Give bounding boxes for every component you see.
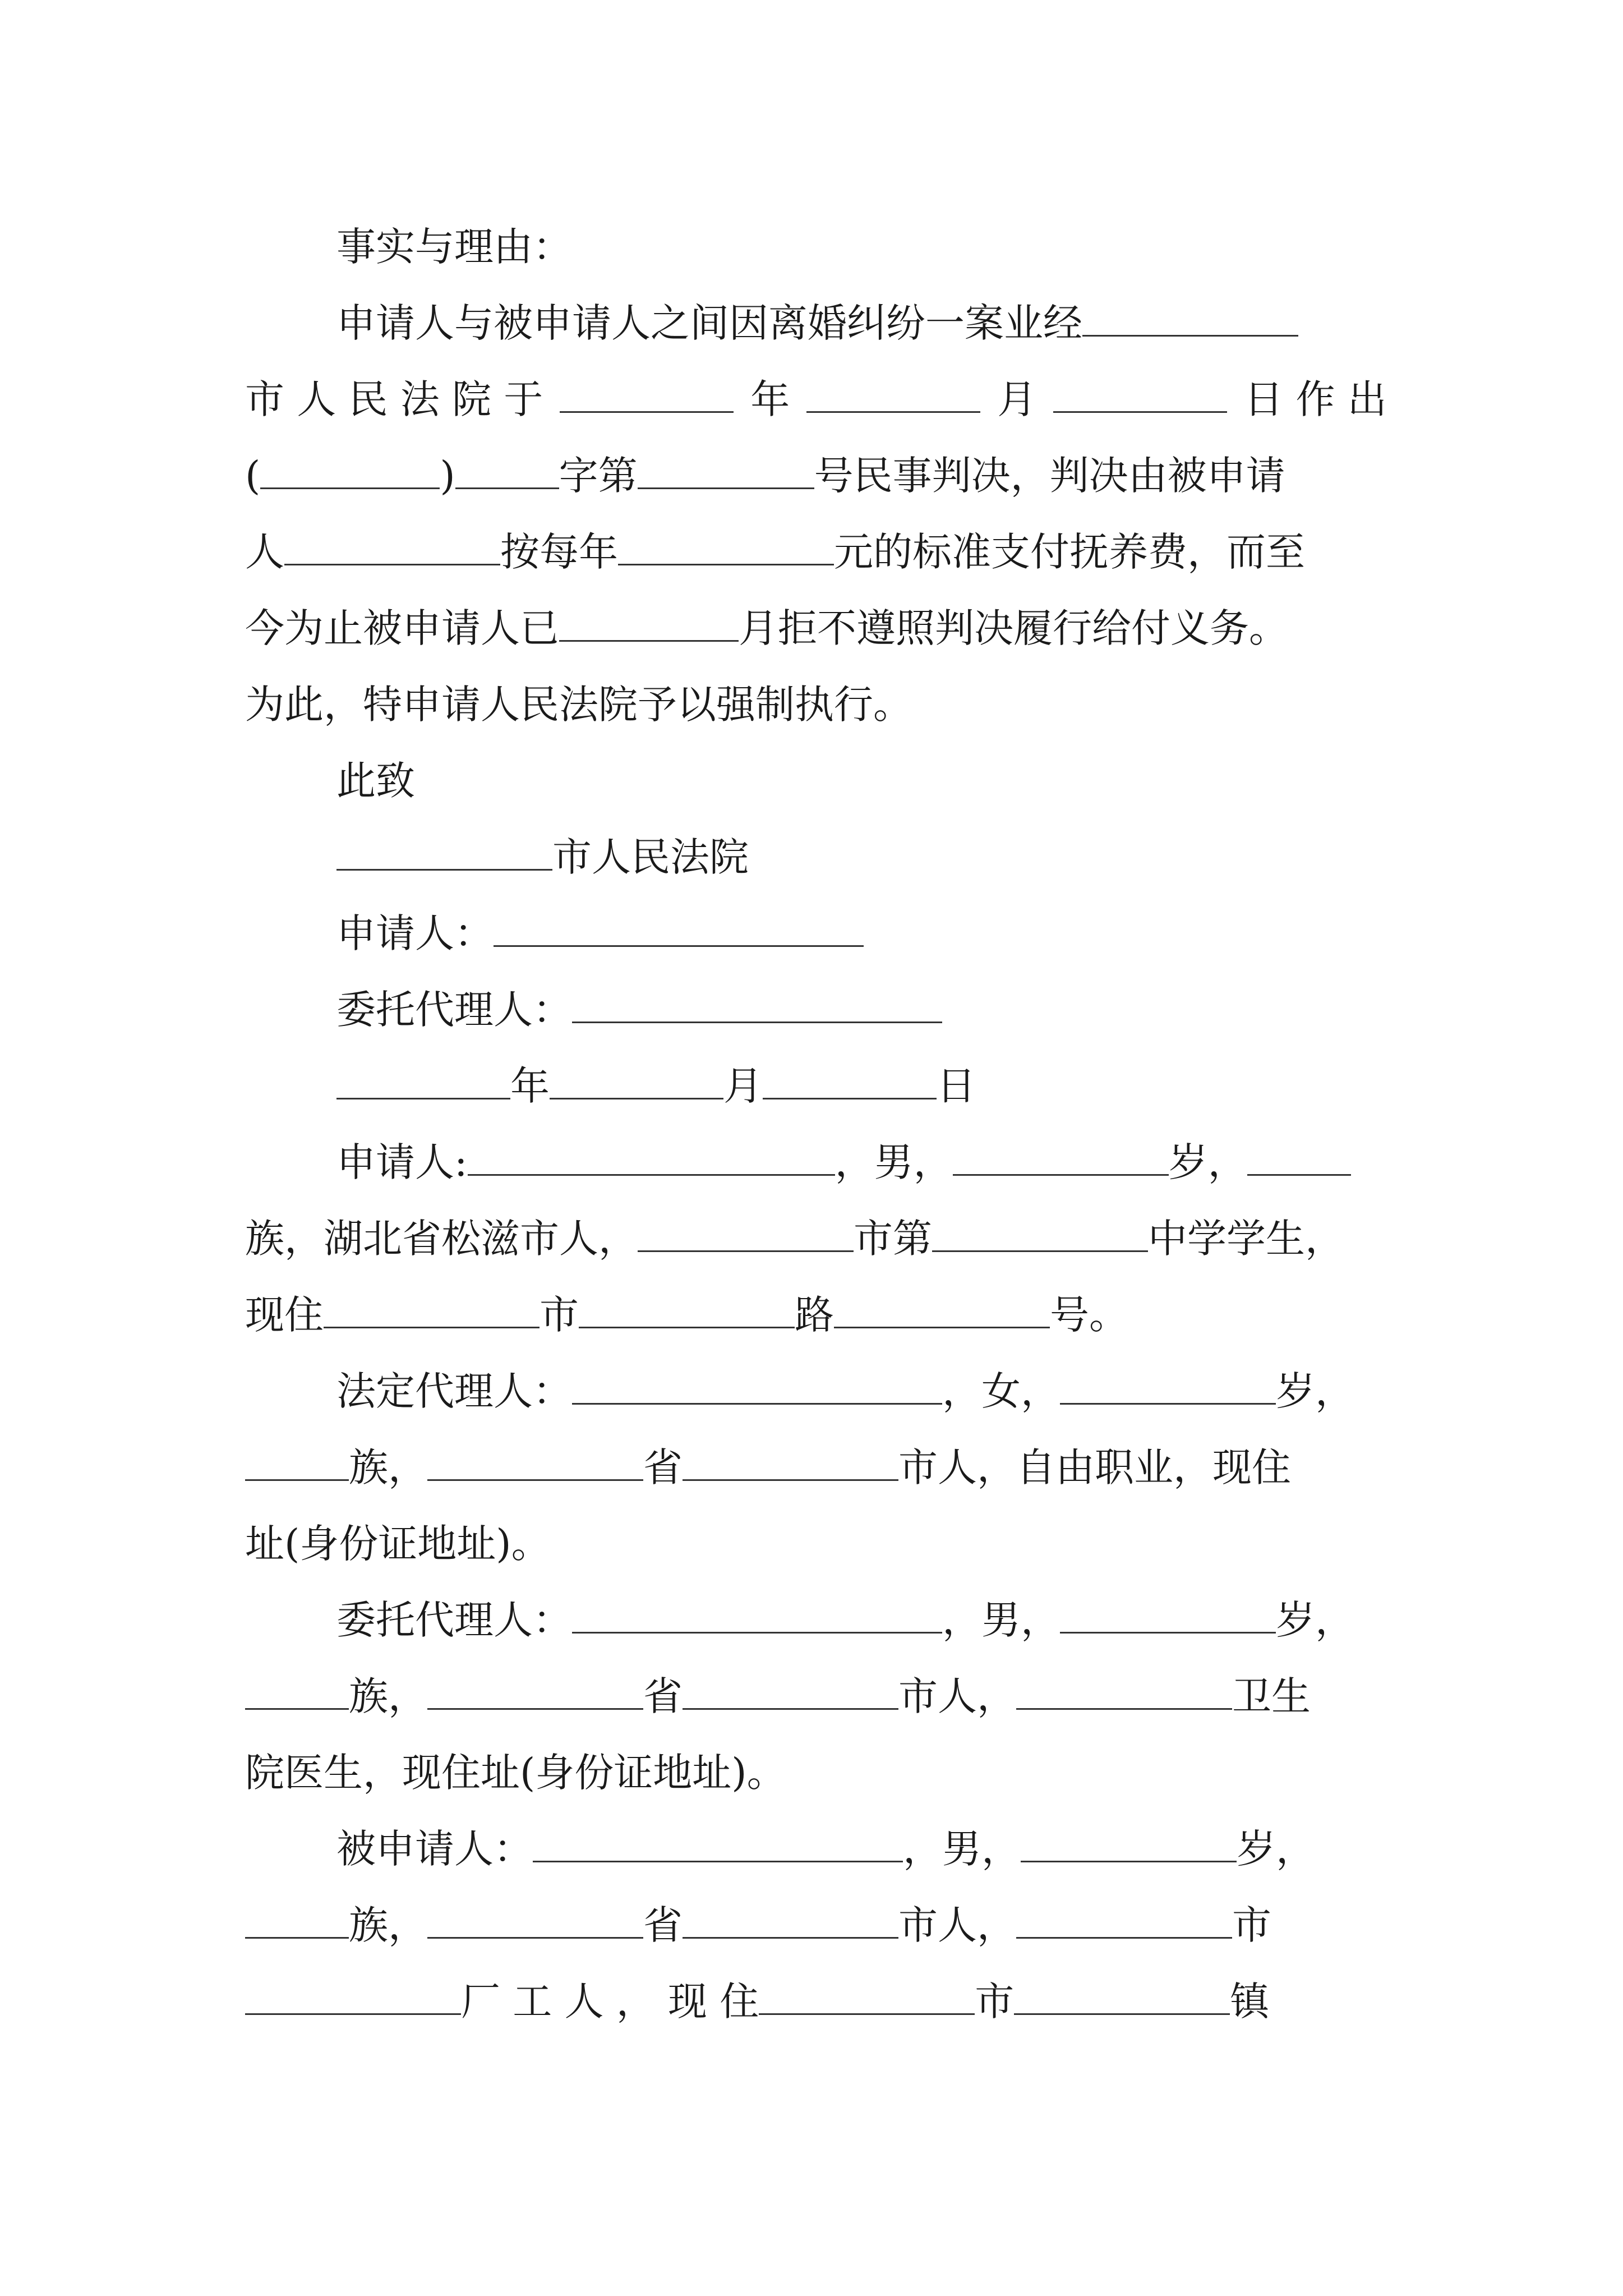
respondent-line-2: [245, 1887, 1389, 1963]
blank-field[interactable]: [336, 832, 552, 871]
legal-rep-line-3: [245, 1506, 1389, 1582]
blank-field[interactable]: [468, 1137, 835, 1176]
text: 今为止被申请人已: [245, 605, 559, 651]
applicant-line-1: [245, 1124, 1389, 1200]
facts-line-1: [245, 285, 1389, 361]
blank-field[interactable]: [455, 450, 559, 489]
blank-field[interactable]: [550, 1061, 723, 1099]
blank-field[interactable]: [494, 908, 864, 947]
salutation: [245, 743, 1389, 819]
text: 日: [937, 1063, 976, 1109]
blank-field[interactable]: [560, 374, 734, 413]
text: 月: [723, 1063, 763, 1109]
text: 号民事判决，判决由被申请: [814, 453, 1285, 499]
blank-field[interactable]: [1053, 374, 1227, 413]
applicant-line-2: [245, 1200, 1389, 1277]
blank-field[interactable]: [284, 527, 500, 565]
blank-field[interactable]: [683, 1671, 898, 1710]
text: 族，: [349, 1673, 427, 1719]
signature-agent: [245, 972, 1389, 1048]
legal-rep-line-2: [245, 1429, 1389, 1506]
text: 院医生，现住址(身份证地址)。: [245, 1750, 786, 1796]
text: 为此，特申请人民法院予以强制执行。: [245, 682, 912, 728]
heading-text: 事实与理由：: [336, 224, 572, 270]
text: 厂 工 人 ， 现 住: [461, 1978, 759, 2024]
blank-field[interactable]: [559, 603, 739, 642]
legal-rep-line-1: [245, 1353, 1389, 1429]
blank-field[interactable]: [1021, 1824, 1237, 1862]
blank-field[interactable]: [245, 1442, 349, 1481]
blank-field[interactable]: [763, 1061, 937, 1099]
text: 申请人：: [336, 910, 494, 956]
facts-line-2: [245, 361, 1389, 438]
blank-field[interactable]: [245, 1900, 349, 1939]
text: ，男，: [834, 1139, 953, 1185]
blank-field[interactable]: [932, 1213, 1148, 1252]
blank-field[interactable]: [1082, 298, 1298, 337]
blank-field[interactable]: [336, 1061, 510, 1099]
text: 卫生: [1232, 1673, 1311, 1719]
blank-field[interactable]: [638, 1213, 854, 1252]
blank-field[interactable]: [1016, 1900, 1232, 1939]
blank-field[interactable]: [953, 1137, 1169, 1176]
text: (: [245, 453, 261, 499]
text: 市: [975, 1978, 1015, 2024]
text: 年: [510, 1063, 550, 1109]
text: 族，: [349, 1902, 427, 1948]
blank-field[interactable]: [806, 374, 980, 413]
text: 月拒不遵照判决履行给付义务。: [739, 605, 1288, 651]
text: 路: [795, 1292, 834, 1338]
text: 省: [643, 1902, 683, 1948]
text: 市人，自由职业，现住: [898, 1444, 1291, 1490]
text: 岁，: [1276, 1368, 1354, 1414]
court-line: [245, 819, 1389, 895]
blank-field[interactable]: [324, 1290, 540, 1328]
text: 市人，: [898, 1902, 1016, 1948]
text: ，女，: [942, 1368, 1060, 1414]
blank-field[interactable]: [427, 1900, 643, 1939]
blank-field[interactable]: [572, 1366, 942, 1405]
agent-line-1: [245, 1582, 1389, 1658]
blank-field[interactable]: [245, 1976, 461, 2015]
signature-applicant: [245, 895, 1389, 972]
blank-field[interactable]: [683, 1900, 898, 1939]
text: 岁，: [1276, 1597, 1354, 1643]
text: 市: [1232, 1902, 1271, 1948]
blank-field[interactable]: [1060, 1366, 1276, 1405]
document-body: [245, 209, 1389, 2040]
blank-field[interactable]: [1014, 1976, 1230, 2015]
blank-field[interactable]: [1060, 1595, 1276, 1634]
blank-field[interactable]: [572, 1595, 942, 1634]
blank-field[interactable]: [245, 1671, 349, 1710]
respondent-line-3: [245, 1963, 1389, 2040]
blank-field[interactable]: [683, 1442, 898, 1481]
blank-field[interactable]: [427, 1671, 643, 1710]
text: 岁，: [1168, 1139, 1247, 1185]
text: 族，: [349, 1444, 427, 1490]
respondent-line-1: [245, 1811, 1389, 1887]
text: 日 作 出: [1244, 376, 1387, 422]
text: ，男，: [942, 1597, 1060, 1643]
text: 省: [643, 1673, 683, 1719]
blank-field[interactable]: [533, 1824, 903, 1862]
text: 市人民法院: [552, 834, 749, 880]
text: 申请人与被申请人之间因离婚纠纷一案业经: [336, 300, 1082, 346]
blank-field[interactable]: [834, 1290, 1050, 1328]
text: 按每年: [500, 529, 618, 575]
text: 月: [997, 376, 1037, 422]
text: 中学学生，: [1148, 1216, 1344, 1262]
blank-field[interactable]: [618, 527, 834, 565]
blank-field[interactable]: [579, 1290, 795, 1328]
text: 字第: [559, 453, 638, 499]
blank-field[interactable]: [759, 1976, 975, 2015]
text: 现住: [245, 1292, 324, 1338]
text: 申请人:: [336, 1139, 468, 1185]
date-line: [245, 1048, 1389, 1124]
text: 人: [245, 529, 284, 575]
text: 被申请人：: [336, 1826, 533, 1872]
text: 市 人 民 法 院 于: [245, 376, 543, 422]
facts-line-5: [245, 590, 1389, 666]
facts-line-4: [245, 514, 1389, 590]
text: 址(身份证地址)。: [245, 1521, 551, 1567]
facts-heading: [245, 209, 1389, 285]
text: 镇: [1230, 1978, 1270, 2024]
agent-line-3: [245, 1734, 1389, 1811]
text: 省: [643, 1444, 683, 1490]
text: 岁，: [1237, 1826, 1315, 1872]
text: 委托代理人：: [336, 987, 572, 1033]
blank-field[interactable]: [427, 1442, 643, 1481]
facts-line-3: [245, 438, 1389, 514]
blank-field[interactable]: [572, 984, 942, 1023]
text: 委托代理人：: [336, 1597, 572, 1643]
text: ): [440, 453, 455, 499]
facts-line-6: [245, 666, 1389, 743]
text: ，男，: [903, 1826, 1021, 1872]
text: 族，湖北省松滋市人，: [245, 1216, 638, 1262]
text: 市人，: [898, 1673, 1016, 1719]
text: 元的标准支付抚养费，而至: [834, 529, 1305, 575]
blank-field[interactable]: [260, 450, 440, 489]
text: 年: [750, 376, 790, 422]
text: 法定代理人：: [336, 1368, 572, 1414]
blank-field[interactable]: [1247, 1137, 1351, 1176]
text: 号。: [1050, 1292, 1128, 1338]
blank-field[interactable]: [638, 450, 814, 489]
text: 此致: [336, 758, 415, 804]
applicant-line-3: [245, 1277, 1389, 1353]
agent-line-2: [245, 1658, 1389, 1734]
text: 市: [540, 1292, 579, 1338]
text: 市第: [854, 1216, 932, 1262]
blank-field[interactable]: [1016, 1671, 1232, 1710]
